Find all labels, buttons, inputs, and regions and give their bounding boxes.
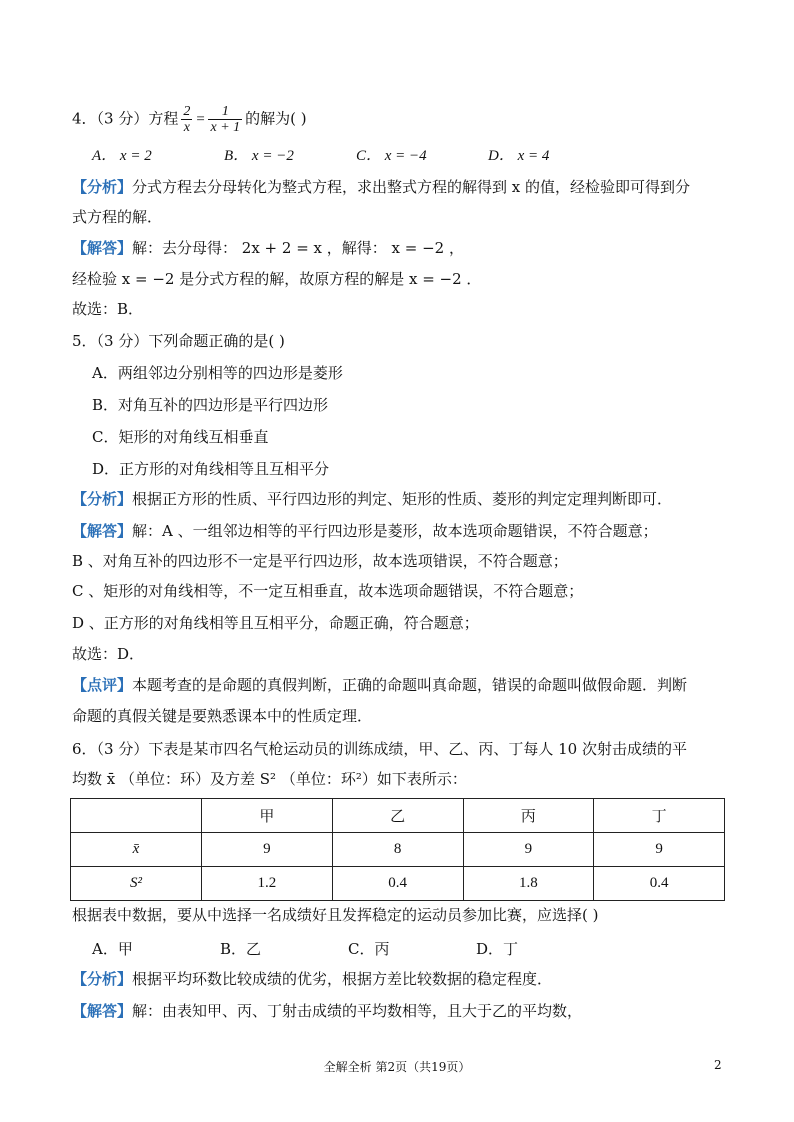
- q4-answer: 【解答】解：去分母得： 2x + 2 = x ，解得： x = −2 ，: [72, 239, 464, 257]
- q5-comment: 【点评】本题考查的是命题的真假判断，正确的命题叫真命题，错误的命题叫做假命题．判断: [72, 676, 688, 694]
- q6-score-table: [70, 798, 725, 901]
- q5-analysis: 【分析】根据正方形的性质、平行四边形的判定、矩形的性质、菱形的判定定理判断即可．: [72, 490, 673, 508]
- q5-option-c: C．矩形的对角线互相垂直: [92, 428, 269, 446]
- table-row-mean: [71, 833, 725, 867]
- page-footer: 全解全析 第2页（共19页）: [323, 1060, 471, 1074]
- q4-answer-check: 经检验 x = −2 是分式方程的解，故原方程的解是 x = −2 ．: [72, 270, 482, 288]
- q6-option-a: A．甲: [92, 940, 133, 958]
- q6-stem-cont: 均数 x̄ （单位：环）及方差 S² （单位：环²）如下表所示：: [72, 770, 467, 788]
- row-label-mean: x̄: [71, 833, 202, 867]
- page-number: 2: [714, 1058, 722, 1072]
- q5-option-a: A．两组邻边分别相等的四边形是菱形: [92, 364, 343, 382]
- q6-option-d: D．丁: [476, 940, 519, 958]
- table-header-ding: 丁: [594, 799, 725, 833]
- q5-answer: 【解答】解：A 、一组邻边相等的平行四边形是菱形，故本选项命题错误，不符合题意；: [72, 522, 658, 540]
- q5-option-b: B．对角互补的四边形是平行四边形: [92, 396, 329, 414]
- row-label-variance: S²: [71, 867, 202, 901]
- q6-question: 根据表中数据，要从中选择一名成绩好且发挥稳定的运动员参加比赛，应选择( ): [72, 906, 599, 924]
- q5-answer-b: B 、对角互补的四边形不一定是平行四边形，故本选项错误，不符合题意；: [72, 552, 568, 570]
- q4-option-a: A． x = 2: [92, 148, 152, 164]
- table-header-yi: 乙: [332, 799, 463, 833]
- q4-choice: 故选：B．: [72, 300, 144, 318]
- q4-fraction-left: $\frac{2}{x}$: [183, 104, 191, 135]
- table-cell: 9: [594, 833, 725, 867]
- table-cell: 1.8: [463, 867, 594, 901]
- table-cell: 9: [463, 833, 594, 867]
- q5-stem: 5．（3 分）下列命题正确的是( ): [72, 332, 285, 350]
- table-cell: 8: [332, 833, 463, 867]
- q4-option-d: D． x = 4: [488, 148, 550, 164]
- q4-option-c: C． x = −4: [356, 148, 427, 164]
- q5-choice: 故选：D．: [72, 645, 145, 663]
- q6-option-b: B．乙: [220, 940, 262, 958]
- table-cell: [71, 799, 202, 833]
- q4-analysis: 【分析】分式方程去分母转化为整式方程，求出整式方程的解得到 x 的值，经检验即可得到分: [72, 178, 691, 196]
- table-row-variance: [71, 867, 725, 901]
- q6-option-c: C．丙: [348, 940, 390, 958]
- table-header-bing: 丙: [463, 799, 594, 833]
- table-cell: 9: [202, 833, 333, 867]
- table-header-jia: 甲: [202, 799, 333, 833]
- q4-fraction-right: $\frac{1}{x + 1}$: [210, 104, 241, 135]
- table-cell: 1.2: [202, 867, 333, 901]
- q6-stem: 6．（3 分）下表是某市四名气枪运动员的训练成绩，甲、乙、丙、丁每人 10 次射击成绩的平: [72, 740, 687, 758]
- q4-options: [92, 144, 620, 167]
- q6-answer: 【解答】解：由表知甲、丙、丁射击成绩的平均数相等，且大于乙的平均数，: [72, 1002, 583, 1020]
- q5-answer-d: D 、正方形的对角线相等且互相平分，命题正确，符合题意；: [72, 614, 479, 632]
- table-cell: 0.4: [332, 867, 463, 901]
- q4-stem: 4．（3 分）方程 $\frac{2}{x}$ = $\frac{1}{x + 1}$ 的解为( ): [72, 104, 307, 135]
- q5-comment-cont: 命题的真假关键是要熟悉课本中的性质定理．: [72, 707, 373, 725]
- q5-answer-c: C 、矩形的对角线相等，不一定互相垂直，故本选项命题错误，不符合题意；: [72, 582, 584, 600]
- q4-option-b: B． x = −2: [224, 148, 294, 164]
- q5-option-d: D．正方形的对角线相等且互相平分: [92, 460, 330, 478]
- q6-analysis: 【分析】根据平均环数比较成绩的优劣，根据方差比较数据的稳定程度．: [72, 970, 553, 988]
- table-header-row: [71, 799, 725, 833]
- table-cell: 0.4: [594, 867, 725, 901]
- q6-options: [92, 938, 604, 960]
- q4-analysis-cont: 式方程的解．: [72, 208, 163, 226]
